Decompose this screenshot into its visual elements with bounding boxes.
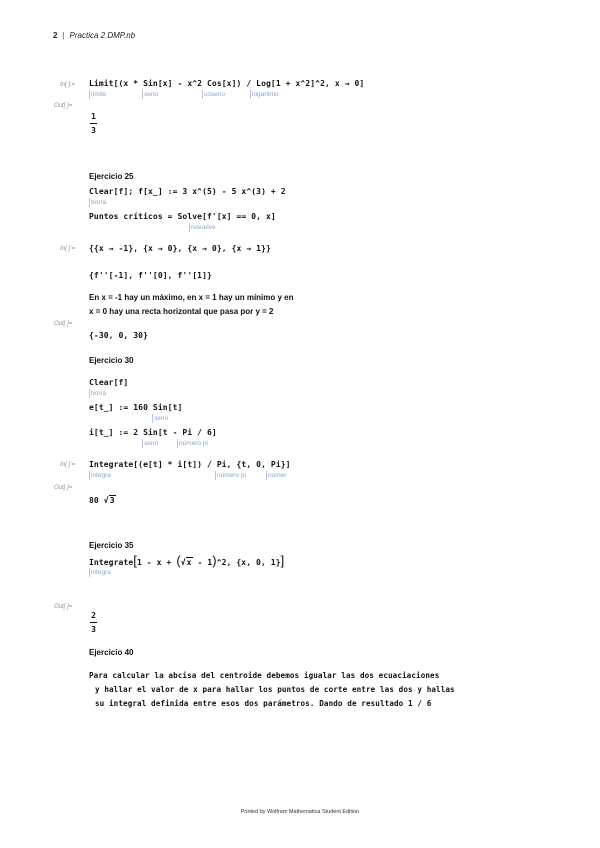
frac-denominator: 3 — [91, 126, 96, 135]
file-name: Practica 2 DMP.nb — [69, 31, 136, 40]
ej25-output2: {-30, 0, 30} — [89, 331, 148, 340]
out-label: Out[ ]= — [54, 604, 73, 610]
hint-integra[interactable]: integra — [91, 569, 111, 576]
output-coefficient: 80 — [89, 496, 99, 505]
section-title: Ejercicio 30 — [89, 356, 134, 365]
ej35-line[interactable] — [89, 553, 285, 568]
frac-bar — [90, 123, 97, 124]
page-footer: Printed by Wolfram Mathematica Student Edition — [240, 809, 360, 815]
hint-limite[interactable]: límite — [91, 91, 107, 98]
limit-input[interactable]: Limit[(x * Sin[x] - x^2 Cos[x]) / Log[1 + x^2]^2, x → 0] — [89, 79, 365, 88]
section-title: Ejercicio 40 — [89, 648, 134, 657]
ej35-output — [89, 611, 98, 634]
hint-borra[interactable]: borra — [91, 390, 107, 397]
out-label: Out[ ]= — [54, 103, 73, 109]
ej30-line1[interactable]: Clear[f] — [89, 378, 129, 387]
page-number: 2 — [53, 31, 58, 40]
page-header — [53, 31, 135, 40]
frac-denominator: 3 — [91, 625, 96, 634]
ej40-text3: su integral definida entre esos dos parámetros. Dando de resultado 1 / 6 — [95, 699, 432, 708]
hint-borra[interactable]: borra — [91, 199, 107, 206]
expr-part-c: - 1 — [192, 558, 213, 567]
hint-logaritmo[interactable]: logaritmo — [252, 91, 279, 98]
hint-numero[interactable]: númer — [268, 472, 287, 479]
in-label: In[ ]:= — [60, 246, 76, 252]
ej25-output: {{x → -1}, {x → 0}, {x → 0}, {x → 1}} — [89, 244, 271, 253]
hint-integra[interactable]: integra — [91, 472, 111, 479]
expr-part-d: ^2, {x, 0, 1} — [216, 558, 281, 567]
ej25-text2: x = 0 hay una recta horizontal que pasa por y = 2 — [89, 307, 274, 316]
hint-numero-pi[interactable]: número pi — [179, 440, 208, 447]
ej30-output — [89, 496, 116, 505]
hint-resuelve[interactable]: resuelve — [191, 224, 216, 231]
out-label: Out[ ]= — [54, 321, 73, 327]
hint-seno[interactable]: seno — [144, 91, 159, 98]
frac-numerator: 1 — [91, 112, 96, 121]
in-label: In[ ]:= — [60, 462, 76, 468]
open-paren: ( — [176, 553, 181, 568]
header-separator: | — [62, 31, 65, 40]
ej30-line3[interactable]: i[t_] := 2 Sin[t - Pi / 6] — [89, 428, 217, 437]
ej25-line1[interactable]: Clear[f]; f[x_] := 3 x^(5) - 5 x^(3) + 2 — [89, 187, 286, 196]
hint-numero-pi[interactable]: número pi — [217, 472, 246, 479]
in-label: In[ ]:= — [60, 82, 76, 88]
hint-seno[interactable]: seno — [154, 415, 169, 422]
out-label: Out[ ]= — [54, 485, 73, 491]
sqrt-radicand: x — [186, 558, 192, 567]
sqrt-symbol: √3 — [103, 496, 115, 505]
hint-coseno[interactable]: coseno — [204, 91, 225, 98]
frac-numerator: 2 — [91, 611, 96, 620]
ej25-text1: En x = -1 hay un máximo, en x = 1 hay un mínimo y en — [89, 293, 294, 302]
integrate-fn: Integrate — [89, 558, 134, 567]
frac-bar — [90, 622, 97, 623]
open-bracket: [ — [133, 553, 137, 568]
expr-part-a: 1 - x + — [136, 558, 177, 567]
ej30-line4[interactable]: Integrate[(e[t] * i[t]) / Pi, {t, 0, Pi}] — [89, 460, 291, 469]
close-paren: ) — [212, 553, 217, 568]
section-title: Ejercicio 25 — [89, 172, 134, 181]
sqrt-radicand: 3 — [109, 496, 115, 505]
limit-output — [89, 112, 98, 135]
ej25-line3[interactable]: {f''[-1], f''[0], f''[1]} — [89, 271, 212, 280]
sqrt-symbol: √x — [180, 558, 192, 567]
hint-seno[interactable]: seno — [144, 440, 159, 447]
ej40-text2: y hallar el valor de x para hallar los puntos de corte entre las dos y hallas — [95, 685, 455, 694]
section-title: Ejercicio 35 — [89, 541, 134, 550]
ej40-text1: Para calcular la abcisa del centroide debemos igualar las dos ecuaciaciones — [89, 671, 440, 680]
ej30-line2[interactable]: e[t_] := 160 Sin[t] — [89, 403, 183, 412]
close-bracket: ] — [280, 553, 285, 568]
ej25-line2[interactable]: Puntos críticos = Solve[f'[x] == 0, x] — [89, 212, 276, 221]
